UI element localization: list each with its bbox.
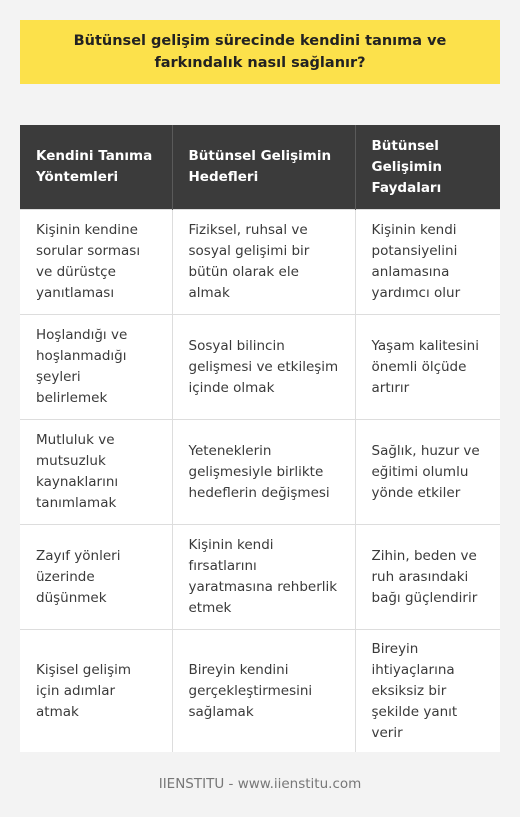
table-cell: Sosyal bilincin gelişmesi ve etkileşim içinde olmak (172, 315, 355, 420)
table-cell: Fiziksel, ruhsal ve sosyal gelişimi bir bütün olarak ele almak (172, 210, 355, 315)
footer-credit: IIENSTITU - www.iienstitu.com (158, 776, 362, 792)
table-cell: Bireyin kendini gerçekleştirmesini sağlamak (172, 630, 355, 753)
table-cell: Yeteneklerin gelişmesiyle birlikte hedeflerin değişmesi (172, 420, 355, 525)
table-cell: Yaşam kalitesini önemli ölçüde artırır (355, 315, 500, 420)
table-cell: Kişinin kendi potansiyelini anlamasına yardımcı olur (355, 210, 500, 315)
table-cell: Sağlık, huzur ve eğitimi olumlu yönde etkiler (355, 420, 500, 525)
table-cell: Bireyin ihtiyaçlarına eksiksiz bir şekilde yanıt verir (355, 630, 500, 753)
comparison-table (20, 125, 500, 752)
table-cell: Kişisel gelişim için adımlar atmak (20, 630, 172, 753)
table-row (20, 420, 500, 525)
table-cell: Zayıf yönleri üzerinde düşünmek (20, 525, 172, 630)
page-title (20, 20, 500, 84)
column-header-methods: Kendini Tanıma Yöntemleri (20, 125, 172, 210)
table-cell: Kişinin kendine sorular sorması ve dürüstçe yanıtlaması (20, 210, 172, 315)
column-header-goals: Bütünsel Gelişimin Hedefleri (172, 125, 355, 210)
table-header-row (20, 125, 500, 210)
table-cell: Kişinin kendi fırsatlarını yaratmasına rehberlik etmek (172, 525, 355, 630)
table-cell: Hoşlandığı ve hoşlanmadığı şeyleri belirlemek (20, 315, 172, 420)
table-cell: Mutluluk ve mutsuzluk kaynaklarını tanımlamak (20, 420, 172, 525)
table-cell: Zihin, beden ve ruh arasındaki bağı güçlendirir (355, 525, 500, 630)
table-row (20, 630, 500, 753)
table-row (20, 210, 500, 315)
table-row (20, 315, 500, 420)
table-row (20, 525, 500, 630)
page-title-text: Bütünsel gelişim sürecinde kendini tanıma ve farkındalık nasıl sağlanır? (73, 33, 447, 71)
column-header-benefits: Bütünsel Gelişimin Faydaları (355, 125, 500, 210)
